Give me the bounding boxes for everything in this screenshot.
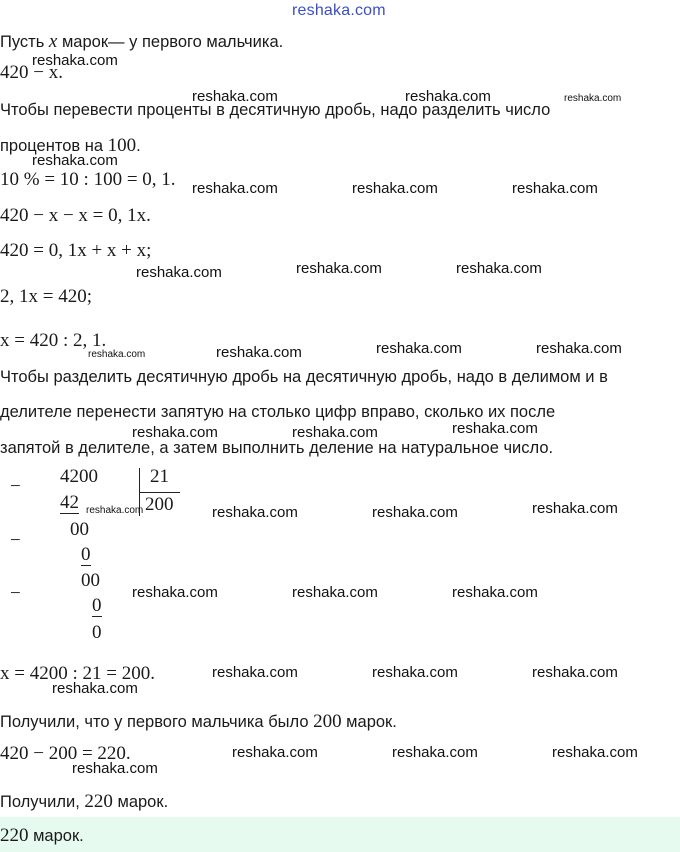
watermark: reshaka.com	[292, 424, 378, 441]
watermark: reshaka.com	[232, 744, 318, 761]
answer-text: 220 марок.	[0, 825, 84, 846]
percent-rule-line2: процентов на 100.	[0, 135, 141, 156]
watermark: reshaka.com	[32, 152, 118, 169]
watermark: reshaka.com	[192, 180, 278, 197]
watermark: reshaka.com	[376, 340, 462, 357]
watermark: reshaka.com	[136, 264, 222, 281]
remainder-2: 00	[81, 570, 100, 591]
watermark: reshaka.com	[372, 504, 458, 521]
percent-rule-line1: Чтобы перевести проценты в десятичную дробь, надо разделить число	[0, 101, 551, 119]
equation-5: x = 4200 : 21 = 200.	[0, 663, 155, 684]
watermark: reshaka.com	[132, 584, 218, 601]
site-link[interactable]: reshaka.com	[292, 2, 386, 19]
equation-2: 420 = 0, 1x + x + x;	[0, 240, 152, 261]
minus-sign-1: −	[10, 476, 21, 497]
watermark: reshaka.com	[86, 505, 144, 516]
watermark: reshaka.com	[536, 340, 622, 357]
watermark: reshaka.com	[352, 180, 438, 197]
var-x: x	[48, 31, 58, 52]
intro-line: Пусть x марок— у первого мальчика.	[0, 31, 284, 52]
watermark: reshaka.com	[372, 664, 458, 681]
watermark: reshaka.com	[532, 500, 618, 517]
watermark: reshaka.com	[452, 584, 538, 601]
minus-sign-2: −	[10, 530, 21, 551]
divisor: 21	[150, 466, 169, 487]
quotient: 200	[145, 494, 174, 515]
watermark: reshaka.com	[512, 180, 598, 197]
watermark: reshaka.com	[532, 664, 618, 681]
watermark: reshaka.com	[212, 504, 298, 521]
watermark: reshaka.com	[405, 88, 491, 105]
watermark: reshaka.com	[292, 584, 378, 601]
subtrahend-1: 42	[60, 492, 79, 513]
dividend: 4200	[60, 466, 98, 487]
remainder-1: 00	[70, 519, 89, 540]
watermark: reshaka.com	[452, 420, 538, 437]
watermark: reshaka.com	[88, 349, 146, 360]
equation-1: 420 − x − x = 0, 1x.	[0, 205, 151, 226]
result-total: Получили, 220 марок.	[0, 791, 169, 812]
watermark: reshaka.com	[132, 424, 218, 441]
division-rule-line1: Чтобы разделить десятичную дробь на десятичную дробь, надо в делимом и в	[0, 368, 608, 386]
answer-box	[0, 817, 680, 852]
subtrahend-3: 0	[92, 595, 102, 616]
watermark: reshaka.com	[564, 93, 622, 104]
equation-3: 2, 1x = 420;	[0, 286, 92, 307]
division-rule-line2: делителе перенести запятую на столько цифр вправо, сколько их после	[0, 403, 556, 421]
subtrahend-2: 0	[81, 544, 91, 565]
watermark: reshaka.com	[392, 744, 478, 761]
minus-sign-3: −	[10, 583, 21, 604]
watermark: reshaka.com	[552, 744, 638, 761]
watermark: reshaka.com	[212, 664, 298, 681]
equation-4: x = 420 : 2, 1.	[0, 330, 107, 351]
watermark: reshaka.com	[296, 260, 382, 277]
watermark: reshaka.com	[52, 680, 138, 697]
remainder-3: 0	[92, 622, 102, 643]
watermark: reshaka.com	[216, 344, 302, 361]
watermark: reshaka.com	[192, 88, 278, 105]
expression-420-minus-x: 420 − x.	[0, 62, 63, 83]
watermark: reshaka.com	[72, 760, 158, 777]
watermark: reshaka.com	[32, 52, 118, 69]
watermark: reshaka.com	[456, 260, 542, 277]
equation-6: 420 − 200 = 220.	[0, 743, 131, 764]
result-first-boy: Получили, что у первого мальчика было 200 марок.	[0, 711, 397, 732]
equation-percent: 10 % = 10 : 100 = 0, 1.	[0, 169, 176, 190]
division-rule-line3: запятой в делителе, а затем выполнить деление на натуральное число.	[0, 439, 554, 457]
